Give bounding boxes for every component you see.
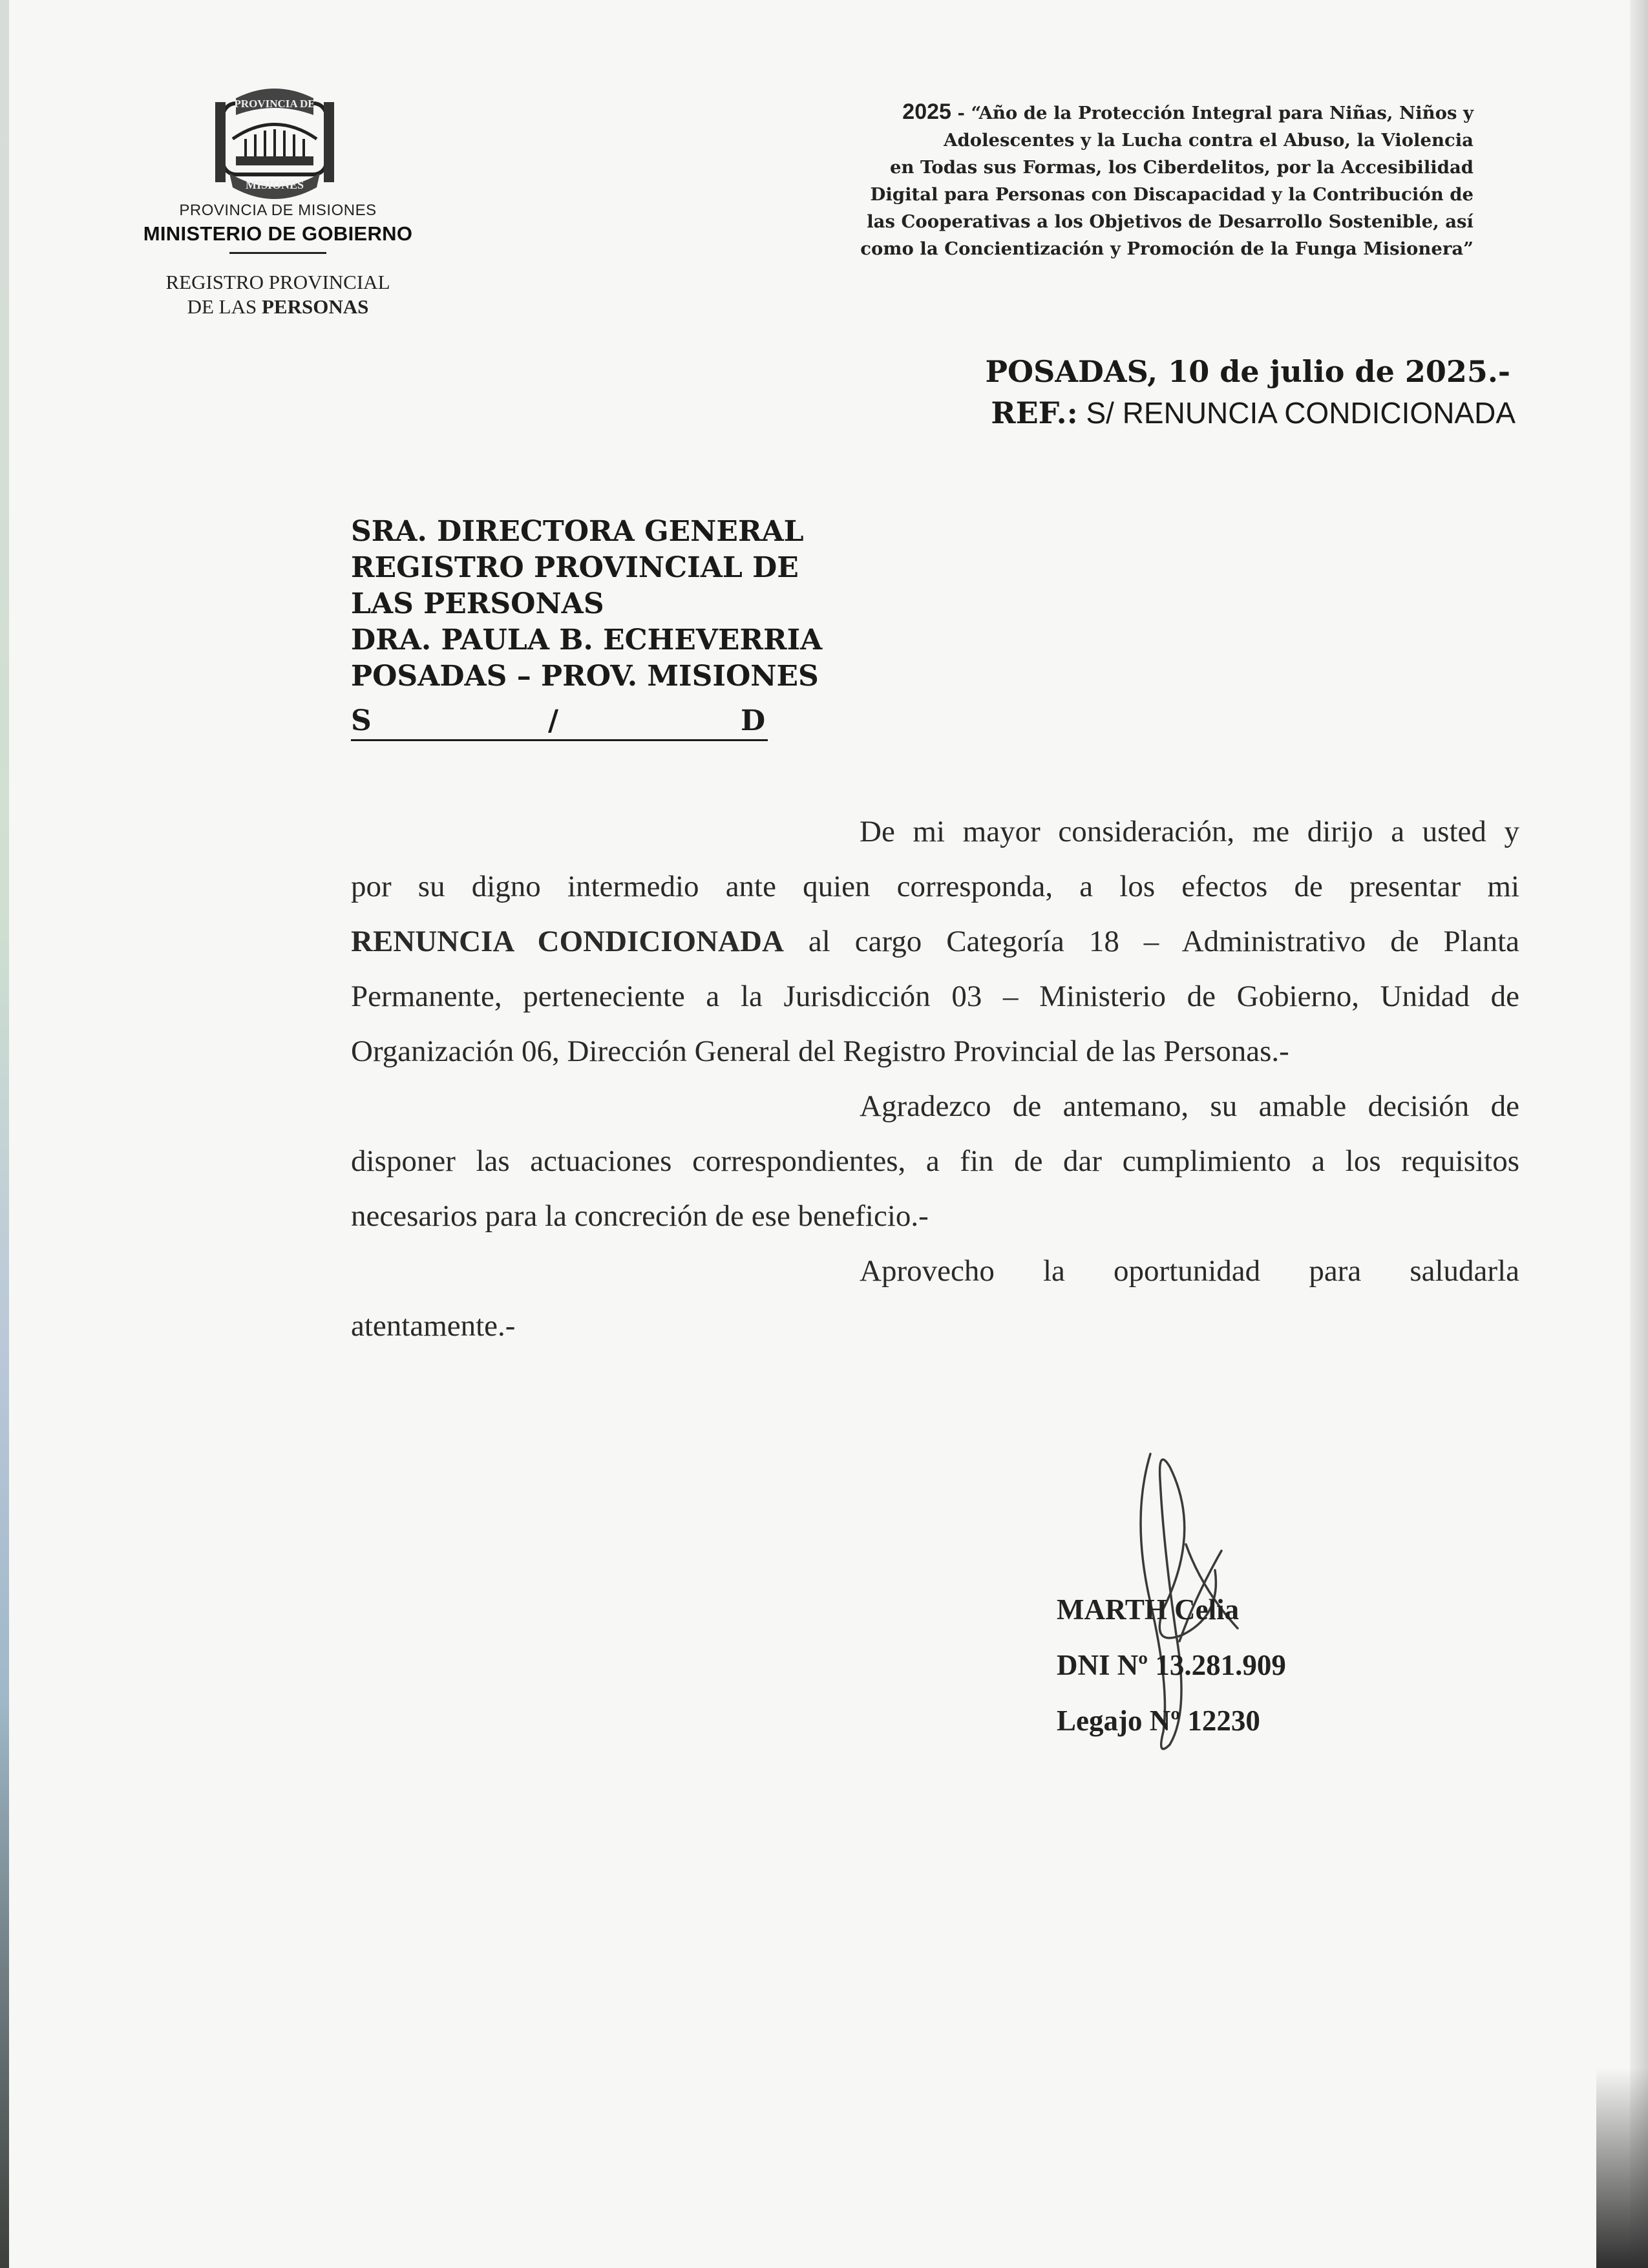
year-motto-line-3: en Todas sus Formas, los Ciberdelitos, por la Accesibilidad xyxy=(889,157,1474,178)
place-date: POSADAS, 10 de julio de 2025.- xyxy=(985,354,1510,389)
seal-text-bottom: MISIONES xyxy=(245,178,304,191)
sd-s: S xyxy=(351,704,372,737)
year-motto-line-2: Adolescentes y la Lucha contra el Abuso, la Violencia xyxy=(944,130,1474,151)
reference-label: REF.: xyxy=(991,395,1078,430)
registry-line-1: REGISTRO PROVINCIAL xyxy=(165,271,390,293)
salutation-sd xyxy=(351,703,768,741)
addressee-line-1: SRA. DIRECTORA GENERAL xyxy=(351,515,804,548)
paragraph-3-line-1: Aprovecho la oportunidad para saludarla xyxy=(860,1254,1519,1288)
addressee-line-5: POSADAS – PROV. MISIONES xyxy=(351,660,819,693)
registry-block xyxy=(103,270,452,319)
signer-legajo: Legajo Nº 12230 xyxy=(1057,1705,1260,1737)
registry-line-2-bold: PERSONAS xyxy=(262,295,369,318)
signer-name: MARTH Celia xyxy=(1057,1593,1240,1626)
addressee-block xyxy=(351,514,933,695)
coat-of-arms-logo xyxy=(210,84,339,200)
year-motto-line-1 xyxy=(743,98,1474,127)
year-motto xyxy=(743,98,1474,262)
signer-dni: DNI Nº 13.281.909 xyxy=(1057,1649,1286,1681)
letter-body xyxy=(351,804,1519,1354)
reference-value: S/ RENUNCIA CONDICIONADA xyxy=(1077,396,1516,430)
province-name: PROVINCIA DE MISIONES xyxy=(179,202,377,219)
ministry-name: MINISTERIO DE GOBIERNO xyxy=(143,222,413,245)
scan-edge-right xyxy=(1630,0,1648,2268)
scan-edge-left xyxy=(0,0,9,2268)
ministry-divider xyxy=(229,252,326,254)
sd-d: D xyxy=(741,704,766,737)
registry-line-2-prefix: DE LAS xyxy=(187,295,257,318)
paragraph-3-line-2: atentamente.- xyxy=(351,1309,516,1343)
addressee-line-4: DRA. PAULA B. ECHEVERRIA xyxy=(351,624,823,656)
year-number: 2025 xyxy=(902,100,951,124)
seal-text-top: PROVINCIA DE xyxy=(234,98,315,110)
addressee-line-2: REGISTRO PROVINCIAL DE xyxy=(351,551,799,584)
paragraph-2-line-3: necesarios para la concreción de ese beneficio.- xyxy=(351,1199,929,1233)
paragraph-2-line-2: disponer las actuaciones correspondientes, a fin de dar cumplimiento a los requisitos xyxy=(351,1144,1519,1178)
year-motto-line-4: Digital para Personas con Discapacidad y la Contribución de xyxy=(870,184,1474,205)
paragraph-1-line-5: Organización 06, Dirección General del Registro Provincial de las Personas.- xyxy=(351,1034,1289,1068)
scan-shadow-corner xyxy=(1596,2068,1648,2268)
registry-line-2 xyxy=(103,295,452,319)
year-motto-text-1: - “Año de la Protección Integral para Niñas, Niños y xyxy=(951,103,1474,123)
paragraph-2-line-1: Agradezco de antemano, su amable decisión de xyxy=(860,1089,1519,1123)
sd-slash: / xyxy=(548,704,559,737)
paragraph-1-line-3-rest: al cargo Categoría 18 – Administrativo de Planta xyxy=(783,925,1519,958)
paragraph-1-line-1: De mi mayor consideración, me dirijo a usted y xyxy=(860,815,1519,848)
paragraph-1-line-3 xyxy=(351,914,1519,969)
addressee-line-3: LAS PERSONAS xyxy=(351,587,604,620)
ministry-block xyxy=(103,202,452,254)
year-motto-line-6: como la Concientización y Promoción de la Funga Misionera” xyxy=(860,238,1474,259)
year-motto-line-5: las Cooperativas a los Objetivos de Desarrollo Sostenible, así xyxy=(867,211,1474,232)
bold-resignation: RENUNCIA CONDICIONADA xyxy=(351,925,784,958)
paragraph-1-line-2: por su digno intermedio ante quien corresponda, a los efectos de presentar mi xyxy=(351,870,1519,903)
signer-block xyxy=(1057,1582,1444,1748)
reference-line xyxy=(840,395,1516,430)
paragraph-1-line-4: Permanente, perteneciente a la Jurisdicción 03 – Ministerio de Gobierno, Unidad de xyxy=(351,980,1519,1013)
